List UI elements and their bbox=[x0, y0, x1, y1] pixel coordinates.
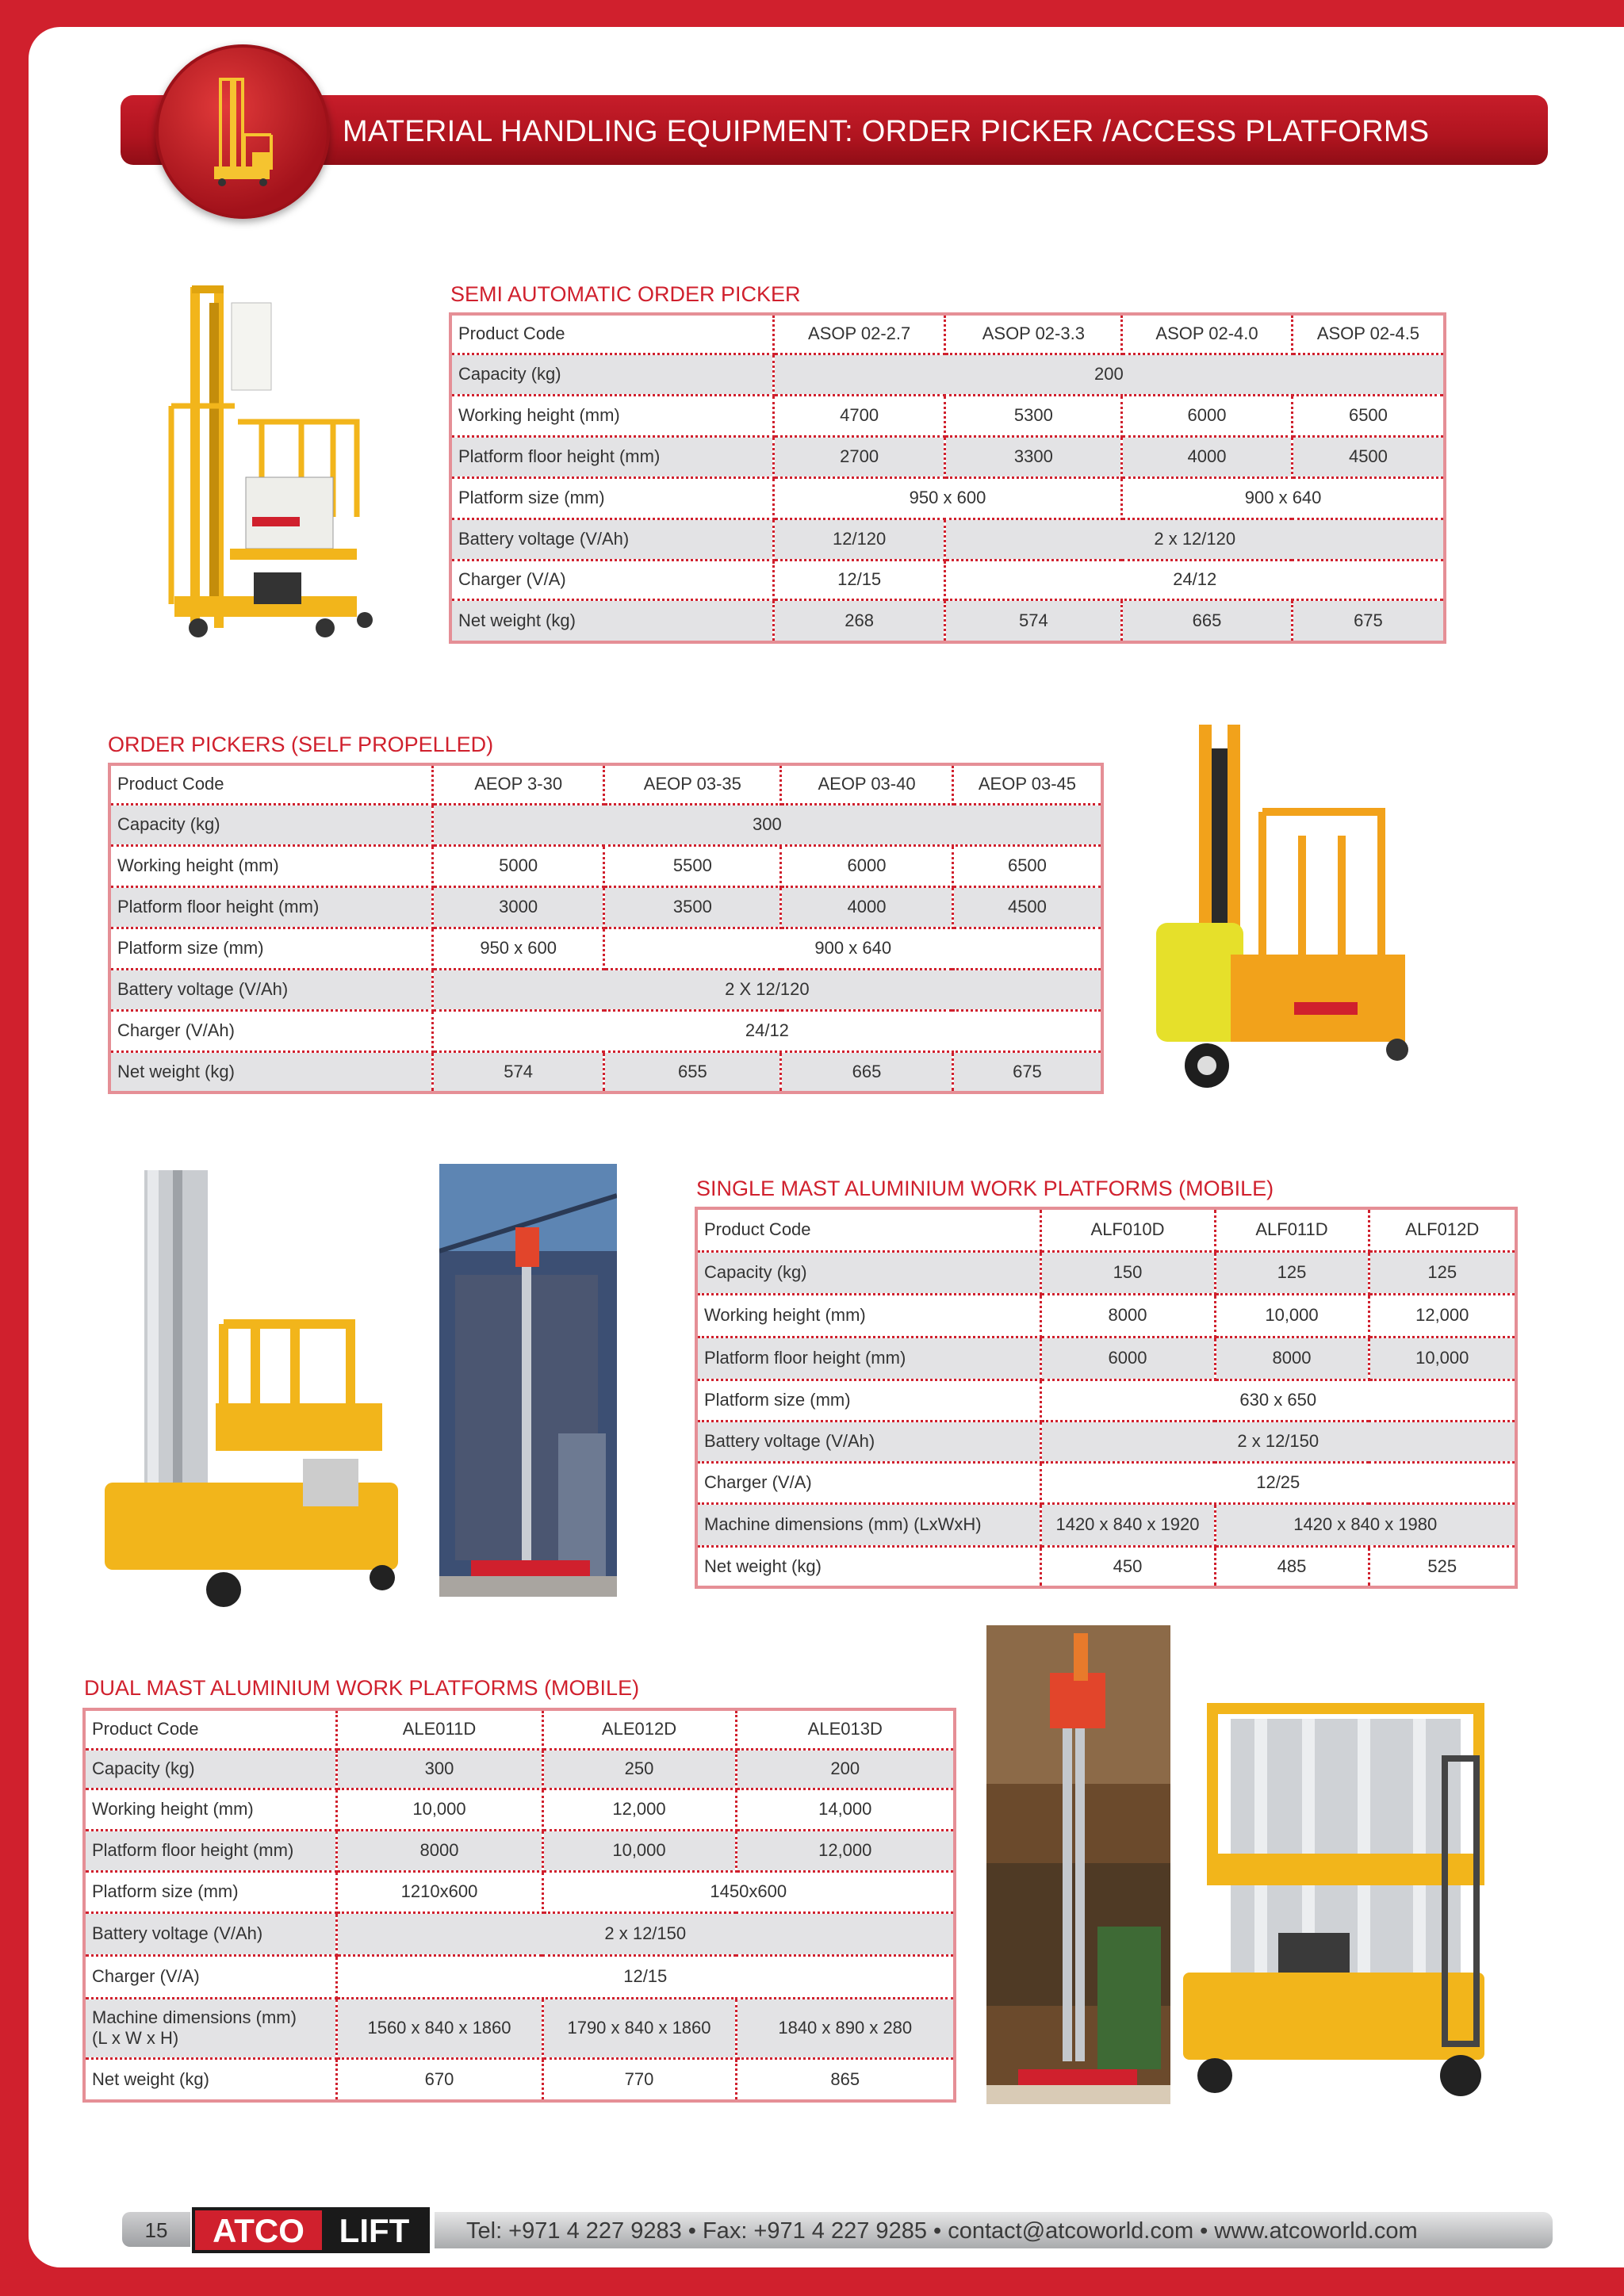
dual-mast-platform-image bbox=[1183, 1695, 1516, 2107]
logo-text-lift: LIFT bbox=[339, 2212, 410, 2249]
table-row: Net weight (kg) 450 485 525 bbox=[696, 1546, 1516, 1587]
table-row: Charger (V/Ah) 24/12 bbox=[109, 1010, 1102, 1051]
order-picker-icon bbox=[159, 48, 320, 209]
table-row: Charger (V/A) 12/15 24/12 bbox=[450, 560, 1445, 599]
table-row: Platform size (mm) 630 x 650 bbox=[696, 1380, 1516, 1421]
table-row: Product Code AEOP 3-30 AEOP 03-35 AEOP 03-40 AEOP 03-45 bbox=[109, 764, 1102, 804]
atcolift-logo bbox=[192, 2207, 430, 2253]
table-row: Platform floor height (mm) 6000 8000 10,000 bbox=[696, 1337, 1516, 1380]
section-title-single-mast: SINGLE MAST ALUMINIUM WORK PLATFORMS (MOBILE) bbox=[696, 1177, 1274, 1200]
table-row: Battery voltage (V/Ah) 2 x 12/150 bbox=[84, 1912, 955, 1955]
table-row: Product Code ALF010D ALF011D ALF012D bbox=[696, 1208, 1516, 1251]
table-row: Platform size (mm) 950 x 600 900 x 640 bbox=[109, 928, 1102, 969]
spec-table-dual-mast bbox=[82, 1708, 956, 2103]
dual-mast-in-use-photo bbox=[986, 1625, 1170, 2104]
table-row: Net weight (kg) 268 574 665 675 bbox=[450, 599, 1445, 642]
table-row: Platform size (mm) 950 x 600 900 x 640 bbox=[450, 477, 1445, 519]
table-row: Platform floor height (mm) 2700 3300 4000 4500 bbox=[450, 436, 1445, 477]
table-row: Charger (V/A) 12/15 bbox=[84, 1955, 955, 1998]
table-row: Net weight (kg) 670 770 865 bbox=[84, 2058, 955, 2101]
header-logo-disc bbox=[155, 44, 330, 219]
table-row: Working height (mm) 4700 5300 6000 6500 bbox=[450, 395, 1445, 436]
single-mast-in-use-photo bbox=[439, 1164, 617, 1597]
table-row: Platform size (mm) 1210x600 1450x600 bbox=[84, 1871, 955, 1912]
table-row: Working height (mm) 8000 10,000 12,000 bbox=[696, 1294, 1516, 1337]
spec-table-semi bbox=[449, 312, 1446, 644]
section-title-semi: SEMI AUTOMATIC ORDER PICKER bbox=[450, 282, 801, 306]
table-row: Capacity (kg) 150 125 125 bbox=[696, 1251, 1516, 1294]
table-row: Battery voltage (V/Ah) 12/120 2 x 12/120 bbox=[450, 519, 1445, 560]
semi-automatic-picker-image bbox=[143, 279, 404, 683]
table-row: Capacity (kg) 300 250 200 bbox=[84, 1749, 955, 1789]
page-title: MATERIAL HANDLING EQUIPMENT: ORDER PICKER /ACCESS PLATFORMS bbox=[343, 115, 1430, 148]
table-row: Platform floor height (mm) 8000 10,000 12,000 bbox=[84, 1830, 955, 1871]
spec-table-self-propelled bbox=[108, 763, 1104, 1094]
table-row: Machine dimensions (mm) (L x W x H) 1560 x 840 x 1860 1790 x 840 x 1860 1840 x 890 x 280 bbox=[84, 1998, 955, 2058]
table-row: Platform floor height (mm) 3000 3500 4000 4500 bbox=[109, 886, 1102, 928]
table-row: Working height (mm) 5000 5500 6000 6500 bbox=[109, 845, 1102, 886]
single-mast-platform-image bbox=[97, 1165, 406, 1617]
self-propelled-picker-image bbox=[1151, 717, 1445, 1105]
table-row: Working height (mm) 10,000 12,000 14,000 bbox=[84, 1789, 955, 1830]
table-row: Machine dimensions (mm) (LxWxH) 1420 x 840 x 1920 1420 x 840 x 1980 bbox=[696, 1503, 1516, 1546]
spec-table-single-mast bbox=[695, 1207, 1518, 1589]
table-row: Capacity (kg) 300 bbox=[109, 804, 1102, 845]
section-title-dual-mast: DUAL MAST ALUMINIUM WORK PLATFORMS (MOBILE) bbox=[84, 1676, 640, 1700]
table-row: Product Code ALE011D ALE012D ALE013D bbox=[84, 1709, 955, 1749]
footer-contact: Tel: +971 4 227 9283 • Fax: +971 4 227 9285 • contact@atcoworld.com • www.atcoworld.com bbox=[435, 2212, 1553, 2248]
page-number: 15 bbox=[122, 2212, 190, 2247]
table-row: Product Code ASOP 02-2.7 ASOP 02-3.3 ASOP 02-4.0 ASOP 02-4.5 bbox=[450, 314, 1445, 354]
table-row: Battery voltage (V/Ah) 2 x 12/150 bbox=[696, 1421, 1516, 1462]
table-row: Capacity (kg) 200 bbox=[450, 354, 1445, 395]
table-row: Net weight (kg) 574 655 665 675 bbox=[109, 1051, 1102, 1093]
table-row: Battery voltage (V/Ah) 2 X 12/120 bbox=[109, 969, 1102, 1010]
section-title-self-propelled: ORDER PICKERS (SELF PROPELLED) bbox=[108, 733, 494, 756]
logo-text-atco: ATCO bbox=[213, 2212, 304, 2249]
table-row: Charger (V/A) 12/25 bbox=[696, 1462, 1516, 1503]
